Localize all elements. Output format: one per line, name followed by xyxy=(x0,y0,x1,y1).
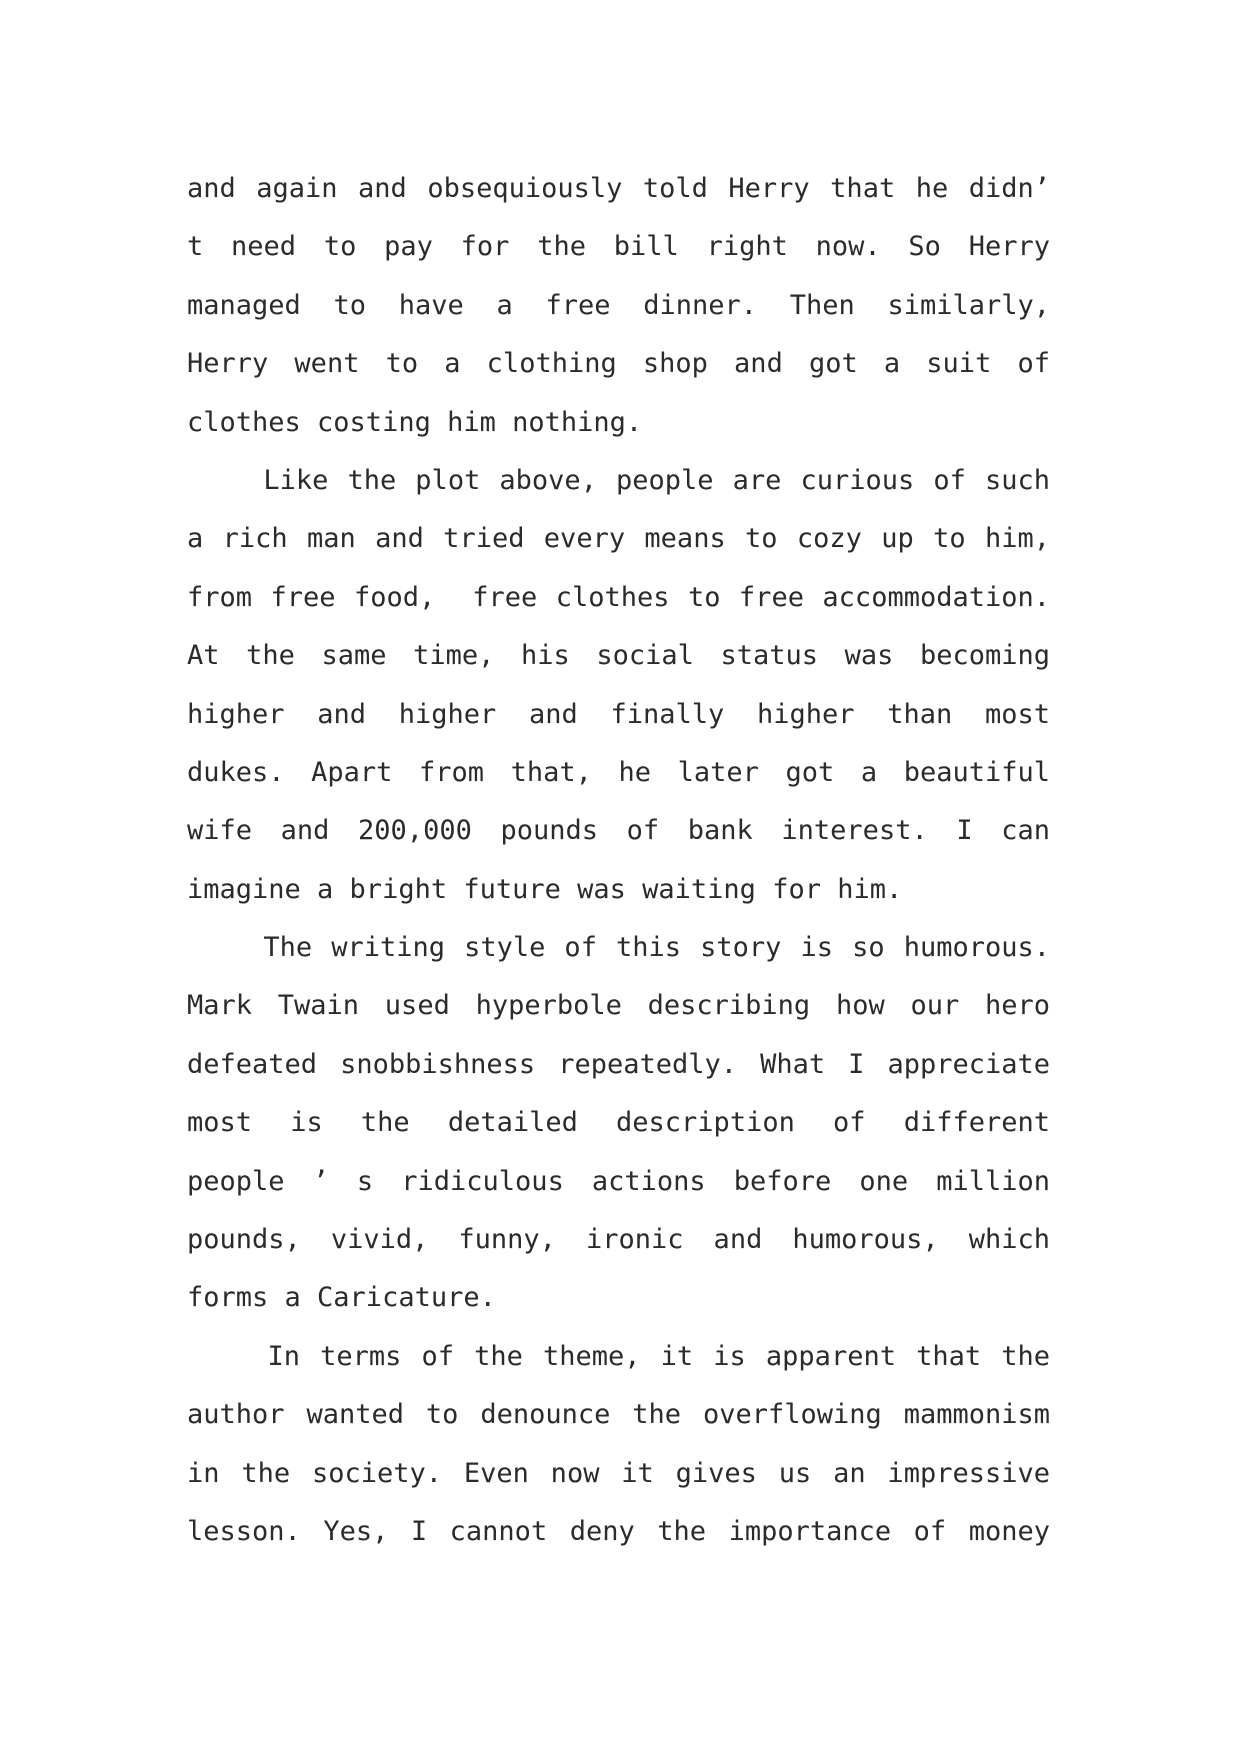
text-line: a rich man and tried every means to cozy up to him, xyxy=(187,523,1050,555)
text-line: At the same time, his social status was becoming xyxy=(187,640,1050,672)
text-line: author wanted to denounce the overflowing mammonism xyxy=(187,1399,1050,1431)
text-line: lesson. Yes, I cannot deny the importance of money xyxy=(187,1515,1050,1547)
text-line: forms a Caricature. xyxy=(187,1282,496,1314)
text-line: pounds, vivid, funny, ironic and humorous, which xyxy=(187,1224,1050,1256)
text-line: wife and 200,000 pounds of bank interest. I can xyxy=(187,815,1050,847)
text-line: clothes costing him nothing. xyxy=(187,406,643,438)
text-line: In terms of the theme, it is apparent that the xyxy=(187,1340,1050,1372)
text-line: and again and obsequiously told Herry that he didn’ xyxy=(187,173,1050,204)
text-line: dukes. Apart from that, he later got a beautiful xyxy=(187,756,1050,788)
text-line: from free food, free clothes to free accommodation. xyxy=(187,581,1050,613)
text-line: imagine a bright future was waiting for him. xyxy=(187,873,903,905)
text-line: in the society. Even now it gives us an impressive xyxy=(187,1457,1050,1489)
text-line: higher and higher and finally higher than most xyxy=(187,698,1050,730)
text-line: people ’ s ridiculous actions before one million xyxy=(187,1165,1050,1197)
text-line: t need to pay for the bill right now. So Herry xyxy=(187,231,1050,263)
text-line: defeated snobbishness repeatedly. What I appreciate xyxy=(187,1048,1050,1080)
text-line: Mark Twain used hyperbole describing how our hero xyxy=(187,990,1050,1022)
text-line: Like the plot above, people are curious of such xyxy=(187,464,1050,496)
text-line: most is the detailed description of different xyxy=(187,1107,1050,1139)
text-line: managed to have a free dinner. Then similarly, xyxy=(187,289,1050,321)
text-line: The writing style of this story is so humorous. xyxy=(187,932,1050,964)
text-line: Herry went to a clothing shop and got a suit of xyxy=(187,348,1050,380)
body-text xyxy=(187,160,1050,1561)
